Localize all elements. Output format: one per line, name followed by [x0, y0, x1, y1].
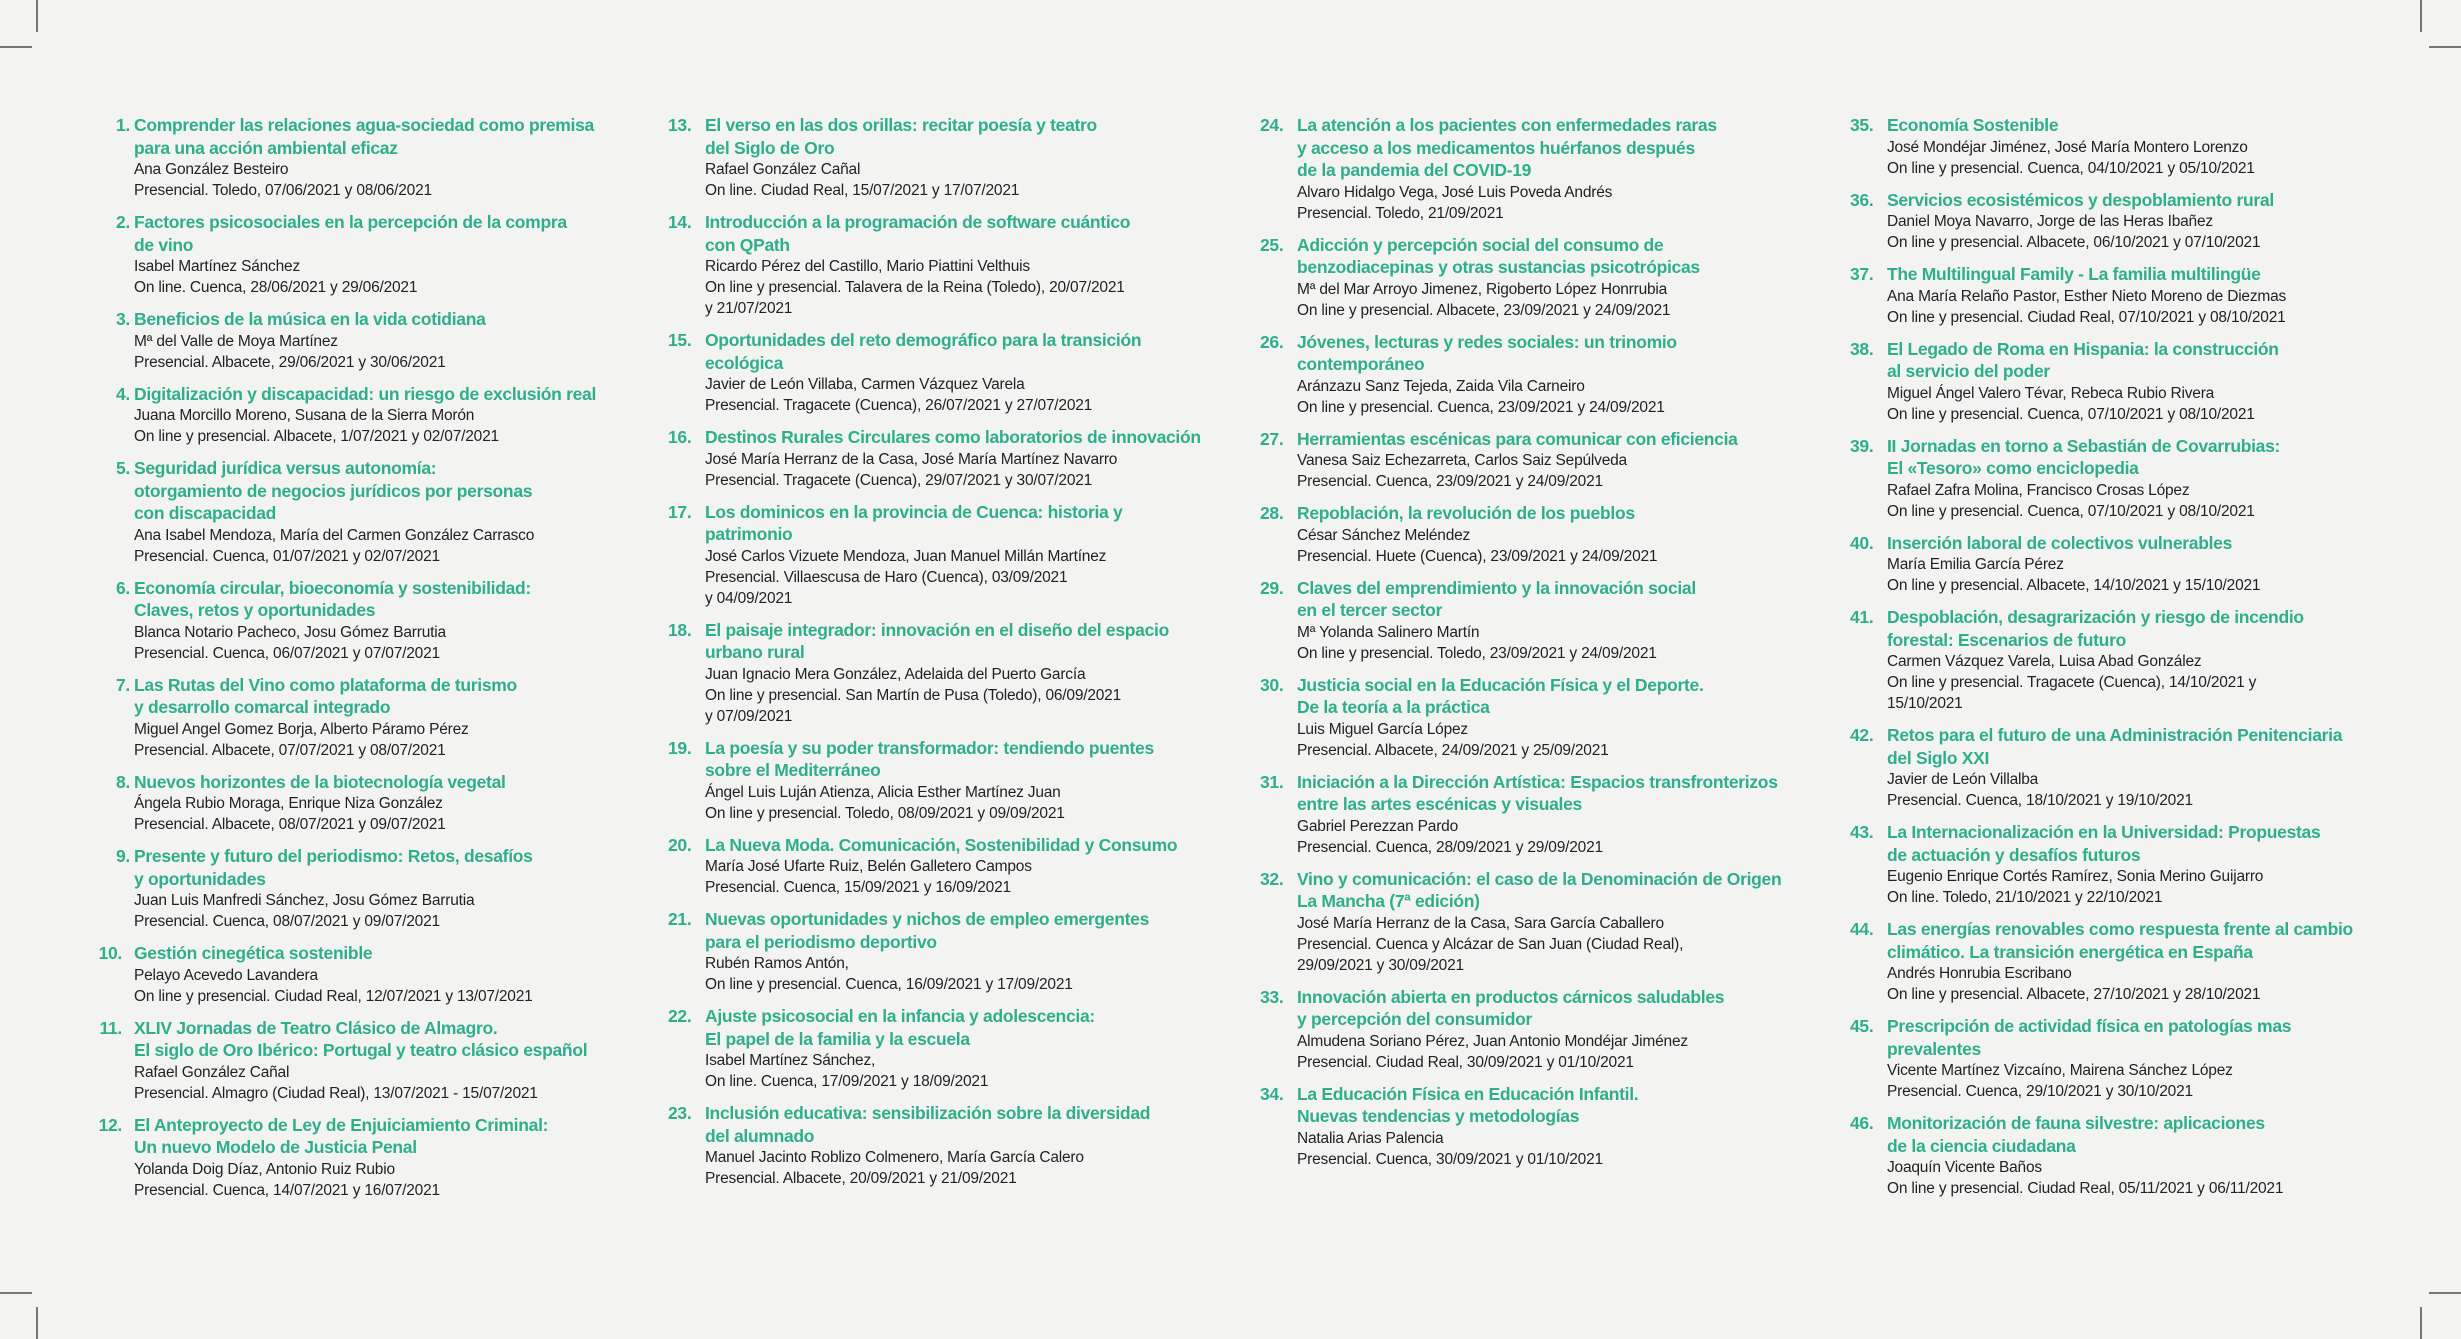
course-number: 22. [668, 1006, 692, 1026]
course-title: Los dominicos en la provincia de Cuenca: historia y patrimonio [705, 501, 1123, 544]
crop-mark-bottom-right-h [2429, 1292, 2461, 1294]
course-details: On line y presencial. San Martín de Pusa (Toledo), 06/09/2021 y 07/09/2021 [705, 686, 1122, 725]
course-details: On line y presencial. Albacete, 14/10/2021 y 15/10/2021 [1887, 577, 2261, 594]
course-title: El Legado de Roma en Hispania: la construcción al servicio del poder [1887, 338, 2279, 381]
course-number: 15. [668, 330, 692, 350]
course-item [1850, 532, 2410, 597]
course-directors: Alvaro Hidalgo Vega, José Luis Poveda Andrés [1297, 183, 1613, 201]
course-directors: Juan Luis Manfredi Sánchez, Josu Gómez Barrutia [134, 892, 475, 909]
course-item [104, 577, 624, 664]
course-number: 36. [1850, 189, 1874, 210]
course-directors: Carmen Vázquez Varela, Luisa Abad González [1887, 653, 2202, 670]
course-directors: Luis Miguel García López [1297, 720, 1468, 738]
course-title: Gestión cinegética sostenible [134, 943, 373, 963]
course-number: 30. [1260, 674, 1284, 695]
course-title: Vino y comunicación: el caso de la Denominación de Origen La Mancha (7ª edición) [1297, 868, 1782, 911]
course-item [104, 771, 624, 836]
course-title: Beneficios de la música en la vida cotidiana [134, 309, 486, 329]
course-title: Inclusión educativa: sensibilización sobre la diversidad del alumnado [705, 1103, 1151, 1146]
course-details: On line y presencial. Albacete, 27/10/2021 y 28/10/2021 [1887, 986, 2261, 1003]
course-title: Oportunidades del reto demográfico para la transición ecológica [705, 330, 1142, 373]
course-item [1260, 986, 1820, 1073]
course-item [1850, 114, 2410, 179]
course-item [1850, 189, 2410, 254]
course-title: El verso en las dos orillas: recitar poesía y teatro del Siglo de Oro [705, 115, 1097, 158]
course-directors: Miguel Angel Gomez Borja, Alberto Páramo Pérez [134, 720, 469, 738]
course-item [668, 737, 1228, 824]
course-directors: Rafael González Cañal [705, 161, 861, 178]
course-directors: Vicente Martínez Vizcaíno, Mairena Sánchez López [1887, 1062, 2233, 1079]
course-directors: Miguel Ángel Valero Tévar, Rebeca Rubio Rivera [1887, 384, 2215, 402]
course-details: Presencial. Cuenca, 15/09/2021 y 16/09/2021 [705, 879, 1011, 896]
course-title: La Internacionalización en la Universidad: Propuestas de actuación y desafíos futuros [1887, 822, 2321, 865]
course-directors: Yolanda Doig Díaz, Antonio Ruiz Rubio [134, 1160, 395, 1178]
course-title: Economía circular, bioeconomía y sostenibilidad: Claves, retos y oportunidades [134, 577, 531, 620]
course-item [1850, 724, 2410, 811]
course-details: Presencial. Cuenca, 06/07/2021 y 07/07/2021 [134, 644, 440, 662]
course-number: 9. [116, 846, 130, 866]
crop-mark-top-right-h [2429, 46, 2461, 48]
course-item [99, 1017, 624, 1104]
course-directors: Natalia Arias Palencia [1297, 1129, 1444, 1147]
course-title: II Jornadas en torno a Sebastián de Covarrubias: El «Tesoro» como enciclopedia [1887, 435, 2281, 478]
course-item [668, 211, 1228, 319]
course-number: 43. [1850, 822, 1874, 842]
course-directors: Daniel Moya Navarro, Jorge de las Heras Ibañez [1887, 213, 2213, 230]
course-number: 11. [99, 1017, 122, 1038]
course-item [104, 308, 624, 373]
course-item [1260, 868, 1820, 976]
course-title: Herramientas escénicas para comunicar con eficiencia [1297, 428, 1738, 449]
course-title: Repoblación, la revolución de los pueblos [1297, 503, 1635, 523]
course-number: 7. [116, 674, 130, 695]
course-directors: Ricardo Pérez del Castillo, Mario Piattini Velthuis [705, 258, 1030, 275]
course-number: 37. [1850, 264, 1874, 284]
course-number: 8. [116, 771, 130, 792]
course-directors: Ana González Besteiro [134, 161, 289, 178]
course-details: On line. Toledo, 21/10/2021 y 22/10/2021 [1887, 889, 2163, 906]
course-number: 44. [1850, 919, 1874, 939]
course-details: Presencial. Cuenca, 08/07/2021 y 09/07/2021 [134, 913, 440, 930]
crop-mark-top-right [2420, 0, 2422, 32]
course-item [668, 114, 1228, 201]
course-directors: Mª del Valle de Moya Martínez [134, 332, 338, 350]
course-title: Las Rutas del Vino como plataforma de turismo y desarrollo comarcal integrado [134, 674, 517, 717]
course-title: Monitorización de fauna silvestre: aplicaciones de la ciencia ciudadana [1887, 1113, 2265, 1156]
course-number: 19. [668, 737, 692, 758]
course-number: 27. [1260, 428, 1284, 449]
course-title: Digitalización y discapacidad: un riesgo de exclusión real [134, 383, 597, 404]
course-number: 14. [668, 212, 692, 232]
crop-mark-bottom-left-h [0, 1292, 32, 1294]
course-item [1850, 1015, 2410, 1102]
course-number: 6. [116, 577, 130, 598]
course-directors: Almudena Soriano Pérez, Juan Antonio Mondéjar Jiménez [1297, 1032, 1688, 1050]
course-details: Presencial. Albacete, 20/09/2021 y 21/09/2021 [705, 1170, 1017, 1187]
course-item [104, 457, 624, 567]
course-details: Presencial. Tragacete (Cuenca), 26/07/2021 y 27/07/2021 [705, 397, 1093, 414]
course-number: 3. [116, 309, 130, 329]
course-item [104, 383, 624, 448]
course-item [1260, 577, 1820, 664]
course-item [104, 674, 624, 761]
course-title: La Educación Física en Educación Infantil. Nuevas tendencias y metodologías [1297, 1083, 1639, 1126]
course-number: 29. [1260, 577, 1284, 598]
course-directors: Ana María Relaño Pastor, Esther Nieto Moreno de Diezmas [1887, 287, 2287, 305]
course-directors: José María Herranz de la Casa, Sara García Caballero [1297, 914, 1664, 932]
course-details: Presencial. Cuenca, 28/09/2021 y 29/09/2021 [1297, 838, 1603, 856]
course-directors: Juana Morcillo Moreno, Susana de la Sierra Morón [134, 407, 475, 424]
course-details: On line. Ciudad Real, 15/07/2021 y 17/07/2021 [705, 182, 1020, 199]
course-item [104, 211, 624, 298]
course-item [1850, 338, 2410, 425]
course-number: 33. [1260, 986, 1284, 1007]
course-number: 21. [668, 909, 692, 929]
course-number: 18. [668, 619, 692, 640]
course-directors: José Mondéjar Jiménez, José María Montero Lorenzo [1887, 138, 2248, 156]
course-directors: Javier de León Villaba, Carmen Vázquez Varela [705, 376, 1025, 393]
course-item [104, 845, 624, 932]
course-item [1260, 428, 1820, 493]
course-number: 23. [668, 1103, 692, 1123]
course-number: 5. [116, 458, 130, 478]
course-title: Nuevas oportunidades y nichos de empleo emergentes para el periodismo deportivo [705, 909, 1150, 952]
course-item [668, 834, 1228, 899]
course-item [1260, 1083, 1820, 1170]
course-details: Presencial. Albacete, 07/07/2021 y 08/07/2021 [134, 741, 446, 759]
course-title: Ajuste psicosocial en la infancia y adolescencia: El papel de la familia y la escuela [705, 1006, 1095, 1049]
course-title: El paisaje integrador: innovación en el diseño del espacio urbano rural [705, 619, 1169, 662]
course-directors: César Sánchez Meléndez [1297, 526, 1471, 544]
course-details: On line y presencial. Ciudad Real, 12/07/2021 y 13/07/2021 [134, 987, 533, 1005]
course-title: Claves del emprendimiento y la innovación social en el tercer sector [1297, 577, 1696, 620]
course-title: XLIV Jornadas de Teatro Clásico de Almagro. El siglo de Oro Ibérico: Portugal y teatro clásico español [134, 1017, 588, 1060]
course-details: Presencial. Huete (Cuenca), 23/09/2021 y 24/09/2021 [1297, 547, 1658, 565]
course-directors: Isabel Martínez Sánchez [134, 258, 300, 275]
course-number: 2. [116, 212, 130, 232]
course-title: Seguridad jurídica versus autonomía: otorgamiento de negocios jurídicos por personas con discapacidad [134, 458, 533, 523]
course-item [104, 114, 624, 201]
course-details: Presencial. Cuenca, 01/07/2021 y 02/07/2021 [134, 547, 440, 565]
course-number: 12. [98, 1114, 122, 1135]
course-details: On line y presencial. Albacete, 23/09/2021 y 24/09/2021 [1297, 301, 1671, 319]
course-directors: Pelayo Acevedo Lavandera [134, 966, 318, 984]
course-title: Innovación abierta en productos cárnicos saludables y percepción del consumidor [1297, 986, 1725, 1029]
course-details: On line y presencial. Cuenca, 07/10/2021 y 08/10/2021 [1887, 405, 2255, 423]
course-number: 32. [1260, 868, 1284, 889]
course-item [98, 1114, 624, 1201]
course-directors: Rafael Zafra Molina, Francisco Crosas López [1887, 481, 2190, 499]
course-details: Presencial. Almagro (Ciudad Real), 13/07/2021 - 15/07/2021 [134, 1084, 538, 1102]
course-details: On line y presencial. Ciudad Real, 07/10/2021 y 08/10/2021 [1887, 308, 2286, 326]
course-details: Presencial. Albacete, 24/09/2021 y 25/09/2021 [1297, 741, 1609, 759]
course-number: 26. [1260, 331, 1284, 352]
course-details: Presencial. Cuenca, 29/10/2021 y 30/10/2021 [1887, 1083, 2193, 1100]
course-directors: José María Herranz de la Casa, José María Martínez Navarro [705, 450, 1118, 468]
course-item [1850, 821, 2410, 908]
course-title: Economía Sostenible [1887, 115, 2059, 135]
course-number: 10. [98, 943, 122, 963]
course-details: On line y presencial. Talavera de la Reina (Toledo), 20/07/2021 y 21/07/2021 [705, 279, 1125, 317]
course-item [1850, 606, 2410, 714]
crop-mark-top-left [36, 0, 38, 32]
course-directors: Ángela Rubio Moraga, Enrique Niza González [134, 795, 443, 812]
course-details: On line y presencial. Cuenca, 07/10/2021 y 08/10/2021 [1887, 502, 2255, 520]
course-directors: Rafael González Cañal [134, 1063, 290, 1081]
course-directors: Isabel Martínez Sánchez, [705, 1052, 876, 1069]
course-title: Iniciación a la Dirección Artística: Espacios transfronterizos entre las artes escénicas y visuales [1297, 771, 1778, 814]
course-number: 24. [1260, 115, 1284, 135]
crop-mark-bottom-right [2420, 1307, 2422, 1339]
course-title: La atención a los pacientes con enfermedades raras y acceso a los medicamentos huérfanos después de la pandemia del COVID-19 [1297, 115, 1717, 180]
course-item [98, 942, 624, 1007]
course-directors: Ana Isabel Mendoza, María del Carmen González Carrasco [134, 526, 535, 544]
course-directors: María José Ufarte Ruiz, Belén Galletero Campos [705, 858, 1032, 875]
course-details: On line y presencial. Ciudad Real, 05/11/2021 y 06/11/2021 [1887, 1180, 2284, 1197]
course-directors: Juan Ignacio Mera González, Adelaida del Puerto García [705, 665, 1086, 683]
course-number: 41. [1850, 607, 1874, 627]
course-number: 31. [1260, 771, 1284, 792]
course-item [1850, 918, 2410, 1005]
course-title: Servicios ecosistémicos y despoblamiento rural [1887, 189, 2274, 210]
course-title: Comprender las relaciones agua-sociedad como premisa para una acción ambiental eficaz [134, 115, 594, 158]
course-item [1260, 331, 1820, 418]
course-title: El Anteproyecto de Ley de Enjuiciamiento Criminal: Un nuevo Modelo de Justicia Penal [134, 1114, 549, 1157]
course-title: The Multilingual Family - La familia multilingüe [1887, 264, 2261, 284]
course-number: 45. [1850, 1016, 1874, 1036]
course-details: Presencial. Cuenca, 18/10/2021 y 19/10/2021 [1887, 792, 2193, 809]
course-details: On line y presencial. Albacete, 06/10/2021 y 07/10/2021 [1887, 234, 2261, 251]
course-column-4 [1850, 114, 2410, 1209]
course-item [1850, 435, 2410, 522]
course-title: Inserción laboral de colectivos vulnerables [1887, 532, 2233, 553]
course-number: 39. [1850, 435, 1874, 456]
course-number: 25. [1260, 234, 1284, 255]
course-number: 46. [1850, 1113, 1874, 1133]
course-title: Prescripción de actividad física en patologías mas prevalentes [1887, 1016, 2292, 1059]
course-directors: Mª Yolanda Salinero Martín [1297, 623, 1480, 641]
course-number: 38. [1850, 338, 1874, 359]
course-title: Retos para el futuro de una Administración Penitenciaria del Siglo XXI [1887, 725, 2343, 768]
course-directors: Aránzazu Sanz Tejeda, Zaida Vila Carneiro [1297, 377, 1585, 395]
course-number: 17. [668, 501, 692, 522]
course-title: Despoblación, desagrarización y riesgo de incendio forestal: Escenarios de futuro [1887, 607, 2304, 650]
course-item [1260, 674, 1820, 761]
course-details: On line. Cuenca, 17/09/2021 y 18/09/2021 [705, 1073, 989, 1090]
course-title: Factores psicosociales en la percepción de la compra de vino [134, 212, 567, 255]
course-details: On line y presencial. Tragacete (Cuenca), 14/10/2021 y 15/10/2021 [1887, 674, 2257, 712]
course-directors: Ángel Luis Luján Atienza, Alicia Esther Martínez Juan [705, 783, 1061, 801]
crop-mark-bottom-left [36, 1307, 38, 1339]
course-details: Presencial. Albacete, 29/06/2021 y 30/06/2021 [134, 353, 446, 371]
course-directors: Gabriel Perezzan Pardo [1297, 817, 1459, 835]
course-title: Adicción y percepción social del consumo de benzodiacepinas y otras sustancias psicotrópicas [1297, 234, 1700, 277]
course-title: Presente y futuro del periodismo: Retos, desafíos y oportunidades [134, 846, 533, 889]
course-details: Presencial. Albacete, 08/07/2021 y 09/07/2021 [134, 816, 446, 833]
course-details: On line y presencial. Toledo, 08/09/2021 y 09/09/2021 [705, 804, 1065, 822]
course-item [1260, 771, 1820, 858]
course-details: On line y presencial. Cuenca, 23/09/2021 y 24/09/2021 [1297, 398, 1665, 416]
course-details: Presencial. Ciudad Real, 30/09/2021 y 01/10/2021 [1297, 1053, 1634, 1071]
course-column-1 [98, 114, 624, 1211]
course-number: 1. [116, 115, 130, 135]
course-title: Introducción a la programación de software cuántico con QPath [705, 212, 1131, 255]
course-directors: Andrés Honrubia Escribano [1887, 965, 2072, 982]
course-item [1260, 502, 1820, 567]
course-directors: Vanesa Saiz Echezarreta, Carlos Saiz Sepúlveda [1297, 452, 1627, 469]
course-directors: Joaquín Vicente Baños [1887, 1159, 2042, 1176]
course-title: La poesía y su poder transformador: tendiendo puentes sobre el Mediterráneo [705, 737, 1154, 780]
course-details: On line y presencial. Toledo, 23/09/2021 y 24/09/2021 [1297, 644, 1657, 662]
course-details: Presencial. Toledo, 21/09/2021 [1297, 204, 1504, 222]
course-item [1850, 263, 2410, 328]
course-item [668, 908, 1228, 995]
course-title: Destinos Rurales Circulares como laboratorios de innovación [705, 427, 1201, 447]
course-directors: Manuel Jacinto Roblizo Colmenero, María García Calero [705, 1149, 1084, 1166]
course-column-2 [668, 114, 1228, 1199]
course-directors: María Emilia García Pérez [1887, 556, 2064, 573]
course-number: 13. [668, 115, 692, 135]
course-item [668, 619, 1228, 727]
course-number: 35. [1850, 115, 1874, 135]
crop-mark-top-left-h [0, 46, 32, 48]
course-title: Nuevos horizontes de la biotecnología vegetal [134, 771, 506, 792]
course-details: Presencial. Tragacete (Cuenca), 29/07/2021 y 30/07/2021 [705, 471, 1093, 489]
course-details: Presencial. Cuenca, 14/07/2021 y 16/07/2021 [134, 1181, 440, 1199]
course-item [668, 426, 1228, 491]
course-number: 34. [1260, 1083, 1284, 1104]
course-number: 40. [1850, 532, 1874, 553]
course-item [668, 1102, 1228, 1189]
course-column-3 [1260, 114, 1820, 1180]
course-item [668, 329, 1228, 416]
course-number: 42. [1850, 725, 1874, 745]
course-details: Presencial. Cuenca y Alcázar de San Juan (Ciudad Real), 29/09/2021 y 30/09/2021 [1297, 935, 1684, 974]
course-item [1260, 234, 1820, 321]
course-directors: José Carlos Vizuete Mendoza, Juan Manuel Millán Martínez [705, 547, 1107, 565]
course-title: Jóvenes, lecturas y redes sociales: un trinomio contemporáneo [1297, 331, 1677, 374]
course-details: Presencial. Villaescusa de Haro (Cuenca), 03/09/2021 y 04/09/2021 [705, 568, 1068, 607]
course-details: On line y presencial. Cuenca, 04/10/2021 y 05/10/2021 [1887, 159, 2255, 177]
course-number: 20. [668, 834, 692, 855]
course-directors: Mª del Mar Arroyo Jimenez, Rigoberto López Honrrubia [1297, 280, 1668, 298]
course-item [1850, 1112, 2410, 1199]
course-details: On line. Cuenca, 28/06/2021 y 29/06/2021 [134, 279, 418, 296]
course-number: 28. [1260, 503, 1284, 523]
course-item [668, 501, 1228, 609]
course-directors: Eugenio Enrique Cortés Ramírez, Sonia Merino Guijarro [1887, 868, 2264, 885]
course-details: Presencial. Cuenca, 23/09/2021 y 24/09/2021 [1297, 473, 1603, 490]
course-directors: Javier de León Villalba [1887, 771, 2039, 788]
course-number: 4. [116, 383, 130, 404]
course-details: On line y presencial. Albacete, 1/07/2021 y 02/07/2021 [134, 428, 499, 445]
course-details: Presencial. Toledo, 07/06/2021 y 08/06/2021 [134, 182, 432, 199]
course-title: Justicia social en la Educación Física y el Deporte. De la teoría a la práctica [1297, 674, 1704, 717]
course-title: La Nueva Moda. Comunicación, Sostenibilidad y Consumo [705, 834, 1178, 855]
course-item [668, 1005, 1228, 1092]
course-number: 16. [668, 427, 692, 447]
course-title: Las energías renovables como respuesta frente al cambio climático. La transición energética en España [1887, 919, 2353, 962]
course-directors: Rubén Ramos Antón, [705, 955, 849, 972]
course-item [1260, 114, 1820, 224]
course-directors: Blanca Notario Pacheco, Josu Gómez Barrutia [134, 623, 446, 641]
course-details: Presencial. Cuenca, 30/09/2021 y 01/10/2021 [1297, 1150, 1603, 1168]
course-details: On line y presencial. Cuenca, 16/09/2021 y 17/09/2021 [705, 976, 1073, 993]
